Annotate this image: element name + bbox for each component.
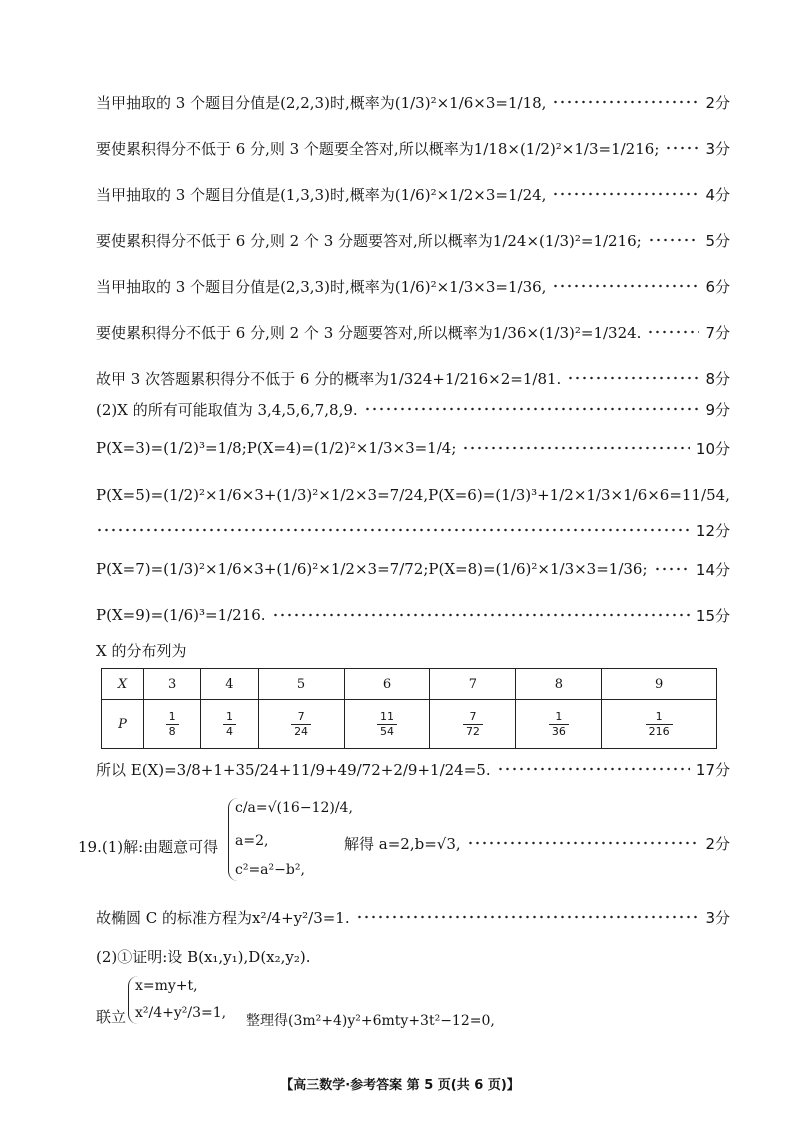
distribution-title: X 的分布列为 xyxy=(96,642,187,660)
score-label: 2分 xyxy=(705,834,730,853)
p-denominator: 8 xyxy=(168,724,176,738)
joint-result: 整理得(3m²+4)y²+6mty+3t²−12=0, xyxy=(246,1013,495,1029)
p-numerator: 1 xyxy=(223,710,236,724)
p-cell xyxy=(344,700,430,749)
solution-line-1 xyxy=(96,79,730,125)
dot-leader xyxy=(552,100,699,104)
solution-line-6 xyxy=(96,309,730,355)
line-text: 故椭圆 C 的标准方程为x²/4+y²/3=1. xyxy=(96,908,350,927)
q19-prefix: 19.(1)解:由题意可得 xyxy=(78,838,219,856)
x-cell: 5 xyxy=(258,669,344,700)
page-footer: 【高三数学·参考答案 第 5 页(共 6 页)】 xyxy=(280,1078,520,1093)
dot-leader xyxy=(552,284,699,288)
score-label: 3分 xyxy=(705,908,730,927)
dot-leader xyxy=(96,528,690,532)
dot-leader xyxy=(552,192,699,196)
score-label: 8分 xyxy=(705,369,730,388)
joint-prefix: 联立 xyxy=(96,1008,127,1026)
score-label: 15分 xyxy=(695,606,730,625)
score-label: 12分 xyxy=(695,521,730,540)
p-numerator: 7 xyxy=(463,710,483,724)
p-cell xyxy=(516,700,602,749)
dot-leader xyxy=(648,238,700,242)
line-text: P(X=3)=(1/2)³=1/8;P(X=4)=(1/2)²×1/3×3=1/4; xyxy=(96,439,457,457)
line-text: 当甲抽取的 3 个题目分值是(2,3,3)时,概率为(1/6)²×1/3×3=1/36, xyxy=(96,277,547,296)
table-row-p xyxy=(102,700,717,749)
solution-line-8 xyxy=(96,389,730,429)
p-denominator: 24 xyxy=(294,724,309,738)
line-text: P(X=7)=(1/3)²×1/6×3+(1/6)²×1/2×3=7/72;P(X=8)=(1/6)²×1/3×3=1/36; xyxy=(96,560,648,578)
solution-line-4 xyxy=(96,217,730,263)
x-cell: 6 xyxy=(344,669,430,700)
x-cell: 8 xyxy=(516,669,602,700)
p-cell xyxy=(430,700,516,749)
line-text: 所以 E(X)=3/8+1+35/24+11/9+49/72+2/9+1/24=5. xyxy=(96,760,491,779)
line-text: 当甲抽取的 3 个题目分值是(1,3,3)时,概率为(1/6)²×1/2×3=1/24, xyxy=(96,185,547,204)
score-label: 3分 xyxy=(705,139,730,158)
x-cell: 9 xyxy=(602,669,717,700)
line-text: (2)X 的所有可能取值为 3,4,5,6,7,8,9. xyxy=(96,400,358,419)
expectation-line xyxy=(96,746,730,792)
p-numerator: 11 xyxy=(377,710,397,724)
x-cell: 3 xyxy=(144,669,201,700)
dot-leader xyxy=(356,915,700,919)
p-denominator: 36 xyxy=(551,724,566,738)
dot-leader xyxy=(364,407,700,411)
score-label: 4分 xyxy=(705,185,730,204)
line-text: 解得 a=2,b=√3, xyxy=(344,834,461,853)
q19-equation-system xyxy=(228,798,353,881)
p-cell xyxy=(258,700,344,749)
solution-line-2 xyxy=(96,125,730,171)
line-text: P(X=5)=(1/2)²×1/6×3+(1/3)²×1/2×3=7/24,P(X=6)=(1/3)³+1/2×1/3×1/6×6=11/54, xyxy=(96,486,730,504)
equation: c/a=√(16−12)/4, xyxy=(235,800,353,816)
p-numerator: 7 xyxy=(291,710,311,724)
dot-leader xyxy=(567,376,699,380)
score-label: 10分 xyxy=(695,439,730,458)
solution-line-3 xyxy=(96,171,730,217)
equation: x=my+t, xyxy=(135,978,198,994)
proof-line: (2)①证明:设 B(x₁,y₁),D(x₂,y₂). xyxy=(96,948,311,966)
line-text: 要使累积得分不低于 6 分,则 2 个 3 分题要答对,所以概率为1/36×(1/3)²=1/324. xyxy=(96,323,642,342)
line-text: 要使累积得分不低于 6 分,则 3 个题要全答对,所以概率为1/18×(1/2)²×1/3=1/216; xyxy=(96,139,660,158)
row-label: P xyxy=(102,700,144,749)
q19-solve-line xyxy=(344,820,730,866)
p-numerator: 1 xyxy=(166,710,179,724)
p-cell xyxy=(201,700,258,749)
dot-leader xyxy=(654,567,690,571)
joint-equation-system xyxy=(128,976,226,1024)
score-label: 6分 xyxy=(705,277,730,296)
line-text: 要使累积得分不低于 6 分,则 2 个 3 分题要答对,所以概率为1/24×(1/3)²=1/216; xyxy=(96,231,642,250)
solution-line-13 xyxy=(96,592,730,638)
score-label: 5分 xyxy=(705,231,730,250)
distribution-table xyxy=(101,668,717,749)
p-denominator: 4 xyxy=(225,724,233,738)
score-label: 14分 xyxy=(695,560,730,579)
p-numerator: 1 xyxy=(549,710,569,724)
p-cell xyxy=(602,700,717,749)
table-row-x xyxy=(102,669,717,700)
solution-line-5 xyxy=(96,263,730,309)
ellipse-equation-line xyxy=(96,894,730,940)
dot-leader xyxy=(272,613,690,617)
score-label: 17分 xyxy=(695,760,730,779)
p-denominator: 54 xyxy=(380,724,394,738)
dot-leader xyxy=(497,767,690,771)
dot-leader xyxy=(462,446,690,450)
x-cell: 4 xyxy=(201,669,258,700)
p-denominator: 216 xyxy=(648,724,670,738)
solution-line-12 xyxy=(96,546,730,592)
p-cell xyxy=(144,700,201,749)
equation: c²=a²−b², xyxy=(235,862,305,878)
p-numerator: 1 xyxy=(646,710,673,724)
solution-line-9 xyxy=(96,425,730,471)
row-label: X xyxy=(102,669,144,700)
solution-line-11 xyxy=(96,510,730,550)
equation: a=2, xyxy=(235,833,269,849)
dot-leader xyxy=(647,330,699,334)
score-label: 7分 xyxy=(705,323,730,342)
score-label: 9分 xyxy=(705,400,730,419)
x-cell: 7 xyxy=(430,669,516,700)
line-text: 当甲抽取的 3 个题目分值是(2,2,3)时,概率为(1/3)²×1/6×3=1/18, xyxy=(96,93,547,112)
equation: x²/4+y²/3=1, xyxy=(135,1005,227,1021)
dot-leader xyxy=(467,841,700,845)
dot-leader xyxy=(665,146,699,150)
score-label: 2分 xyxy=(705,93,730,112)
line-text: 故甲 3 次答题累积得分不低于 6 分的概率为1/324+1/216×2=1/81. xyxy=(96,369,562,388)
line-text: P(X=9)=(1/6)³=1/216. xyxy=(96,606,266,624)
p-denominator: 72 xyxy=(465,724,480,738)
